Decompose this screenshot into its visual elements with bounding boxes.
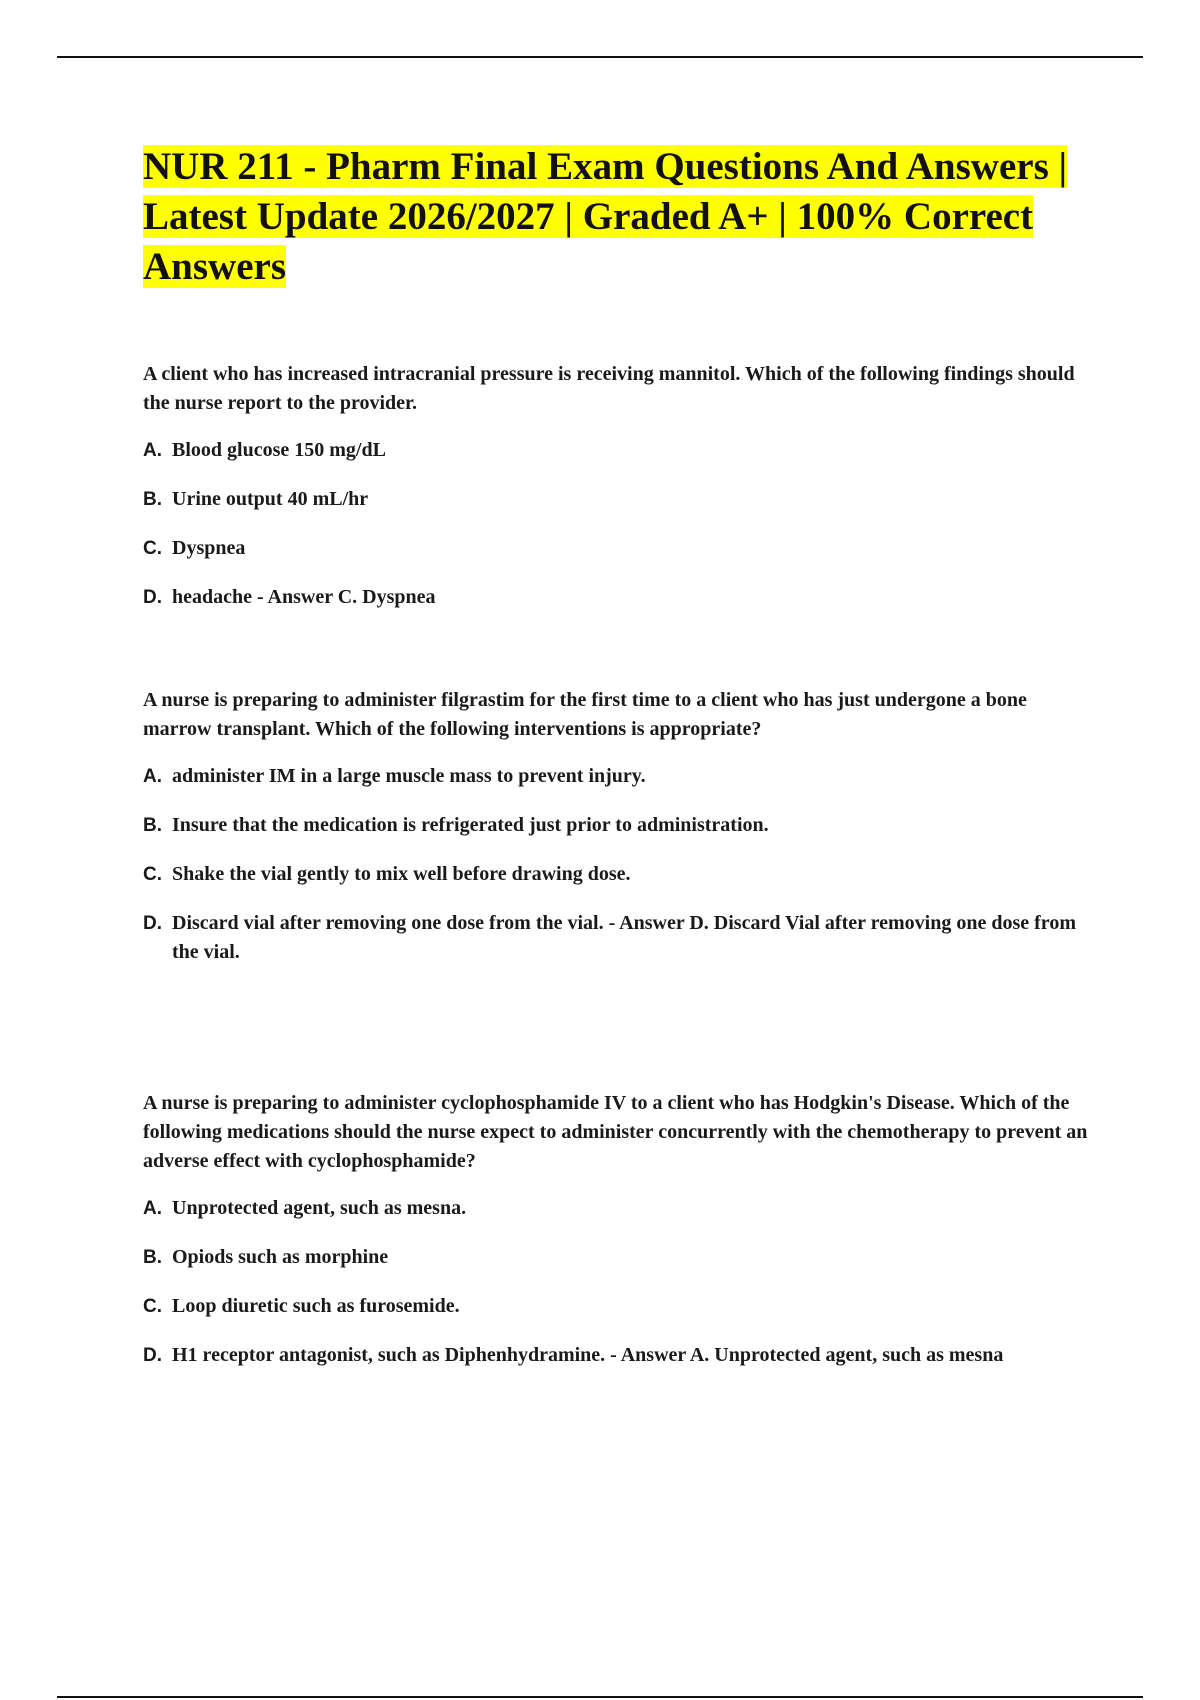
- option-d: [143, 1341, 1093, 1370]
- option-b: [143, 485, 1093, 514]
- option-text: H1 receptor antagonist, such as Diphenhydramine. - Answer A. Unprotected agent, such as mesna: [172, 1344, 1004, 1366]
- option-b: [143, 811, 1093, 840]
- option-letter: A.: [143, 766, 162, 787]
- option-text: Discard vial after removing one dose from the vial. - Answer D. Discard Vial after removing one dose from the vial.: [172, 912, 1076, 963]
- options-list: [143, 1194, 1093, 1370]
- option-letter: D.: [143, 913, 162, 934]
- document-body: [143, 142, 1093, 1366]
- option-letter: B.: [143, 1247, 162, 1268]
- option-c: [143, 1292, 1093, 1321]
- page-title: NUR 211 - Pharm Final Exam Questions And Answers | Latest Update 2026/2027 | Graded A+ | 100% Correct Answers: [143, 145, 1068, 288]
- option-text: Loop diuretic such as furosemide.: [172, 1295, 460, 1317]
- bottom-rule: [57, 1696, 1143, 1698]
- option-a: [143, 762, 1093, 791]
- option-text: headache - Answer C. Dyspnea: [172, 586, 436, 608]
- options-list: [143, 762, 1093, 967]
- option-text: Shake the vial gently to mix well before drawing dose.: [172, 863, 631, 885]
- option-letter: C.: [143, 1296, 162, 1317]
- option-text: Dyspnea: [172, 537, 246, 559]
- option-text: Opiods such as morphine: [172, 1246, 389, 1268]
- option-letter: B.: [143, 815, 162, 836]
- option-a: [143, 436, 1093, 465]
- option-d: [143, 909, 1093, 967]
- option-letter: A.: [143, 1198, 162, 1219]
- option-letter: D.: [143, 1345, 162, 1366]
- option-letter: A.: [143, 440, 162, 461]
- option-text: administer IM in a large muscle mass to prevent injury.: [172, 765, 646, 787]
- question-text: A nurse is preparing to administer filgrastim for the first time to a client who has just undergone a bone marrow transplant. Which of the following interventions is appropriate?: [143, 689, 1027, 740]
- question-2: [143, 686, 1093, 987]
- option-letter: D.: [143, 587, 162, 608]
- top-rule: [57, 56, 1143, 58]
- question-text: A nurse is preparing to administer cyclophosphamide IV to a client who has Hodgkin's Disease. Which of the following medications should the nurse expect to administer concurrently with the chemotherapy to prevent an adverse effect with cyclophosphamide?: [143, 1092, 1088, 1172]
- question-1: [143, 360, 1093, 632]
- option-letter: B.: [143, 489, 162, 510]
- option-text: Urine output 40 mL/hr: [172, 488, 369, 510]
- option-c: [143, 860, 1093, 889]
- options-list: [143, 436, 1093, 612]
- question-3: [143, 1089, 1093, 1390]
- option-a: [143, 1194, 1093, 1223]
- option-letter: C.: [143, 538, 162, 559]
- option-text: Insure that the medication is refrigerated just prior to administration.: [172, 814, 769, 836]
- question-text: A client who has increased intracranial pressure is receiving mannitol. Which of the following findings should the nurse report to the provider.: [143, 363, 1075, 414]
- option-text: Blood glucose 150 mg/dL: [172, 439, 386, 461]
- option-letter: C.: [143, 864, 162, 885]
- option-c: [143, 534, 1093, 563]
- option-b: [143, 1243, 1093, 1272]
- option-d: [143, 583, 1093, 612]
- option-text: Unprotected agent, such as mesna.: [172, 1197, 467, 1219]
